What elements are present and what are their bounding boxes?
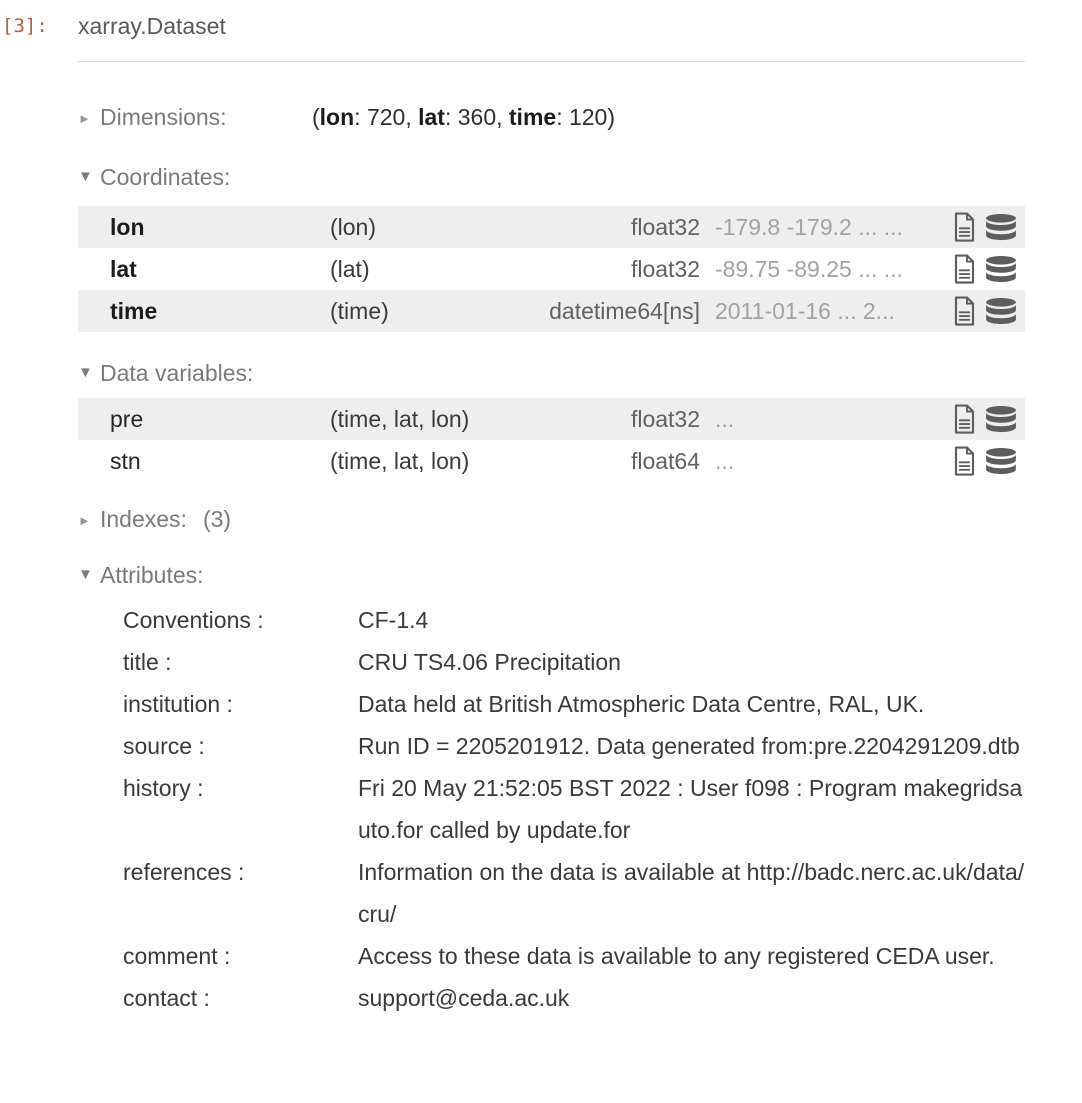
dimensions-summary: [312, 104, 615, 130]
coordinate-row-time: [78, 290, 1025, 332]
section-coordinates-label: Coordinates:: [100, 164, 231, 190]
variable-dtype: float32: [630, 405, 700, 432]
expanded-triangle-icon: ▼: [78, 566, 93, 583]
dataset-sections: [78, 62, 1025, 1019]
expanded-triangle-icon: ▼: [78, 168, 93, 185]
attribute-key: history :: [123, 775, 204, 801]
dimension-name: lon: [319, 104, 355, 130]
attribute-value: Information on the data is available at http://badc.nerc.ac.uk/data/cru/: [358, 859, 1025, 927]
variable-name: lon: [110, 213, 145, 240]
section-indexes-label: Indexes:: [100, 506, 187, 532]
show-attributes-button[interactable]: [945, 398, 983, 440]
show-data-button[interactable]: [983, 440, 1019, 482]
database-icon: [986, 448, 1016, 475]
attribute-value: CF-1.4: [358, 607, 429, 633]
paren: ): [607, 104, 616, 130]
show-data-button[interactable]: [983, 248, 1019, 290]
coordinates-list: [78, 206, 1025, 332]
show-data-button[interactable]: [983, 398, 1019, 440]
variable-dims: (lon): [330, 213, 377, 240]
section-data-variables: [78, 360, 1025, 482]
attributes-list: [78, 599, 1025, 1019]
dimension-size: : 720,: [354, 104, 419, 130]
file-text-icon: [952, 296, 977, 326]
show-data-button[interactable]: [983, 290, 1019, 332]
dimension-size: : 360,: [444, 104, 509, 130]
variable-preview: ...: [715, 447, 735, 474]
variable-preview: -179.8 -179.2 ... ...: [715, 213, 903, 240]
collapsed-triangle-icon: ►: [78, 111, 91, 126]
attribute-value: Fri 20 May 21:52:05 BST 2022 : User f098 : Program makegridsauto.for called by update.for: [358, 775, 1023, 843]
attribute-key: source :: [123, 733, 205, 759]
show-attributes-button[interactable]: [945, 290, 983, 332]
database-icon: [986, 256, 1016, 283]
variable-preview: 2011-01-16 ... 2...: [715, 297, 895, 324]
section-data-variables-label: Data variables:: [100, 360, 254, 386]
file-text-icon: [952, 446, 977, 476]
variable-name: lat: [110, 255, 137, 282]
attribute-key: Conventions :: [123, 607, 264, 633]
variable-name: time: [110, 297, 158, 324]
variable-dims: (time, lat, lon): [330, 447, 470, 474]
variable-dtype: float32: [630, 255, 700, 282]
section-coordinates: [78, 164, 1025, 332]
data-variables-list: [78, 398, 1025, 482]
dimension-name: time: [508, 104, 557, 130]
dataset-header: [78, 0, 1025, 62]
attribute-key: comment :: [123, 943, 231, 969]
file-text-icon: [952, 212, 977, 242]
file-text-icon: [952, 404, 977, 434]
paren: (: [312, 104, 320, 130]
dataset-type-label: xarray.Dataset: [78, 13, 226, 39]
variable-dims: (lat): [330, 255, 370, 282]
section-attributes-toggle[interactable]: [78, 562, 1025, 588]
show-data-button[interactable]: [983, 206, 1019, 248]
database-icon: [986, 214, 1016, 241]
section-indexes: [78, 506, 1025, 534]
section-attributes-label: Attributes:: [100, 562, 204, 588]
database-icon: [986, 406, 1016, 433]
variable-dtype: float64: [630, 447, 700, 474]
section-dimensions-toggle[interactable]: [78, 104, 1025, 132]
attribute-key: title :: [123, 649, 172, 675]
attribute-key: contact :: [123, 985, 210, 1011]
indexes-count: (3): [202, 506, 232, 532]
attribute-value: Run ID = 2205201912. Data generated from:pre.2204291209.dtb: [358, 733, 1020, 759]
xarray-dataset-repr: [78, 0, 1025, 1019]
attribute-key: references :: [123, 859, 245, 885]
variable-dtype: datetime64[ns]: [549, 297, 700, 324]
coordinate-row-lat: [78, 248, 1025, 290]
coordinate-row-lon: [78, 206, 1025, 248]
expanded-triangle-icon: ▼: [78, 364, 93, 381]
variable-name: pre: [110, 405, 144, 432]
section-attributes: [78, 562, 1025, 1019]
variable-dtype: float32: [630, 213, 700, 240]
variable-row-stn: [78, 440, 1025, 482]
show-attributes-button[interactable]: [945, 440, 983, 482]
attribute-value: support@ceda.ac.uk: [358, 985, 570, 1011]
section-dimensions-label: Dimensions:: [100, 104, 227, 130]
section-indexes-toggle[interactable]: [78, 506, 1025, 534]
collapsed-triangle-icon: ►: [78, 513, 91, 528]
show-attributes-button[interactable]: [945, 248, 983, 290]
attribute-value: Data held at British Atmospheric Data Centre, RAL, UK.: [358, 691, 925, 717]
section-coordinates-toggle[interactable]: [78, 164, 1025, 190]
dimension-name: lat: [418, 104, 445, 130]
show-attributes-button[interactable]: [945, 206, 983, 248]
section-data-variables-toggle[interactable]: [78, 360, 1025, 386]
attribute-value: CRU TS4.06 Precipitation: [358, 649, 621, 675]
variable-row-pre: [78, 398, 1025, 440]
database-icon: [986, 298, 1016, 325]
variable-name: stn: [110, 447, 141, 474]
variable-dims: (time): [330, 297, 389, 324]
attribute-value: Access to these data is available to any registered CEDA user.: [358, 943, 995, 969]
dimension-size: : 120: [556, 104, 608, 130]
attribute-key: institution :: [123, 691, 233, 717]
output-prompt: [3]:: [2, 15, 48, 37]
file-text-icon: [952, 254, 977, 284]
variable-preview: -89.75 -89.25 ... ...: [715, 255, 903, 282]
variable-dims: (time, lat, lon): [330, 405, 470, 432]
variable-preview: ...: [715, 405, 735, 432]
